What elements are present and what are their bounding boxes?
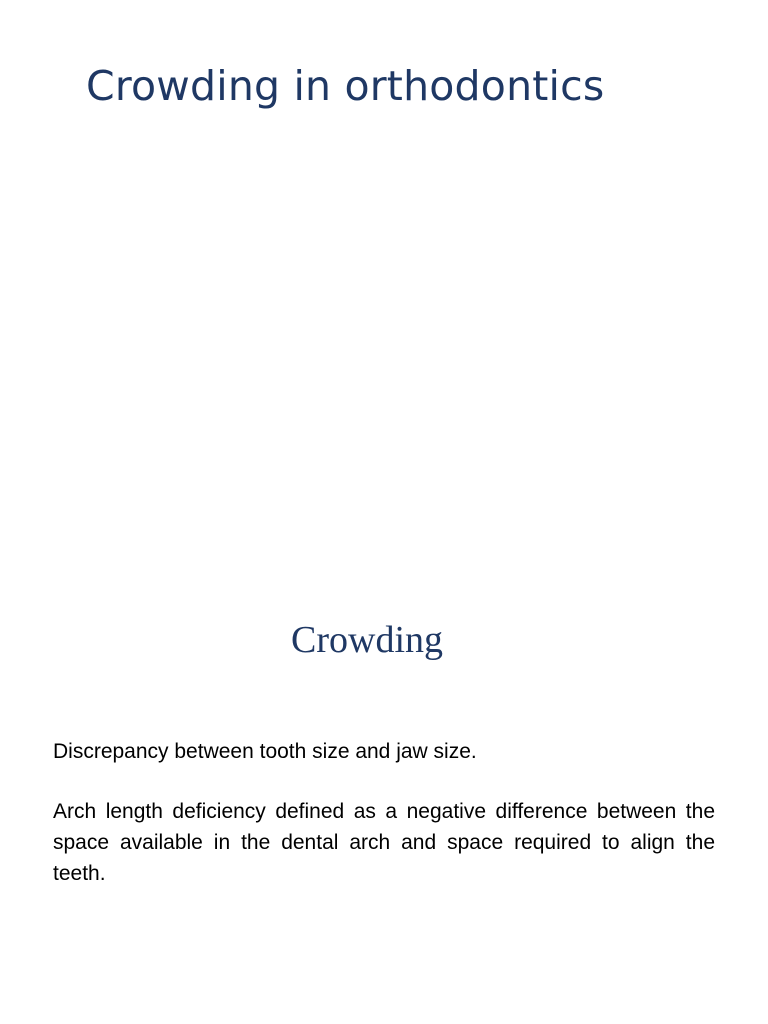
- section-heading: Crowding: [291, 619, 443, 661]
- page-title: Crowding in orthodontics: [86, 62, 605, 110]
- arch-length-paragraph: Arch length deficiency defined as a negative difference between the space available in the dental arch and space required to align the teeth.: [53, 800, 715, 885]
- definition-paragraph: Discrepancy between tooth size and jaw size.: [53, 740, 477, 763]
